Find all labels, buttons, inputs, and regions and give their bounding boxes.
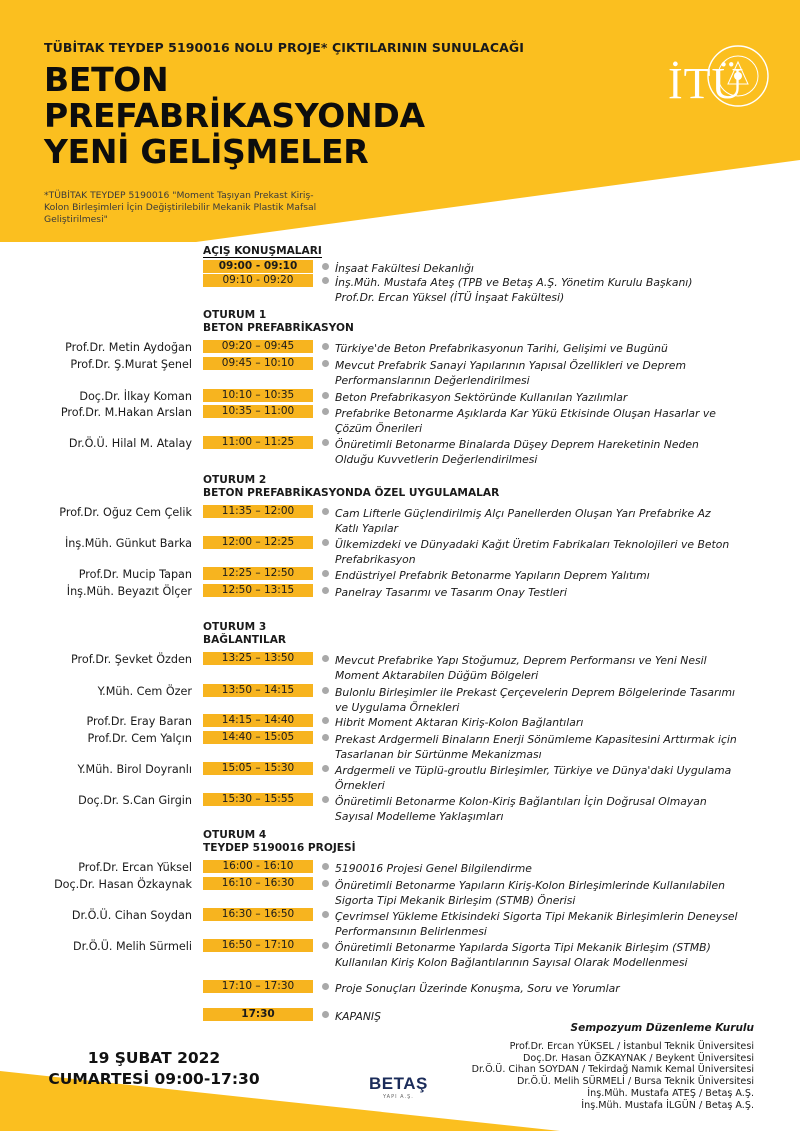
bullet-icon xyxy=(322,796,329,803)
speaker-name: Doç.Dr. Hasan Özkaynak xyxy=(54,878,192,891)
bullet-icon xyxy=(322,408,329,415)
session-label: OTURUM 1 xyxy=(203,309,267,321)
section-title: AÇIŞ KONUŞMALARI xyxy=(203,245,322,257)
speaker-name: Y.Müh. Birol Doyranlı xyxy=(77,763,192,776)
time-slot: 15:30 – 15:55 xyxy=(203,793,313,806)
event-date-time: CUMARTESİ 09:00-17:30 xyxy=(48,1070,260,1088)
time-slot: 13:25 – 13:50 xyxy=(203,652,313,665)
bullet-icon xyxy=(322,539,329,546)
time-slot: 12:50 – 13:15 xyxy=(203,584,313,597)
organizing-committee xyxy=(472,1023,754,1112)
talk-title: Endüstriyel Prefabrik Betonarme Yapıların Deprem Yalıtımı xyxy=(335,569,650,582)
bullet-icon xyxy=(322,439,329,446)
event-date xyxy=(42,1048,266,1090)
talk-title: Türkiye'de Beton Prefabrikasyonun Tarihi, Gelişimi ve Bugünü xyxy=(335,342,668,355)
committee-title: Sempozyum Düzenleme Kurulu xyxy=(570,1022,754,1034)
time-slot: 14:15 – 14:40 xyxy=(203,714,313,727)
talk-title: Önüretimli Betonarme Yapılarda Sigorta Tipi Mekanik Birleşim (STMB) Kullanılan Kiriş Kolon Bağlantılarının Sayısal Olarak Modellenmesi xyxy=(335,941,711,969)
session-label: OTURUM 2 xyxy=(203,474,267,486)
bullet-icon xyxy=(322,360,329,367)
speaker-name: İnş.Müh. Günkut Barka xyxy=(64,537,192,550)
time-slot: 10:10 – 10:35 xyxy=(203,389,313,402)
speaker-name: Prof.Dr. Mucip Tapan xyxy=(78,568,192,581)
speaker-name: İnş.Müh. Beyazıt Ölçer xyxy=(66,585,192,598)
session-label: OTURUM 4 xyxy=(203,829,267,841)
talk-title: 5190016 Projesi Genel Bilgilendirme xyxy=(335,862,532,875)
talk-title: Çevrimsel Yükleme Etkisindeki Sigorta Tipi Mekanik Birleşimlerin Deneysel Performansının Belirlenmesi xyxy=(335,910,738,938)
time-slot: 09:10 - 09:20 xyxy=(203,274,313,287)
bullet-icon xyxy=(322,717,329,724)
time-slot: 15:05 – 15:30 xyxy=(203,762,313,775)
talk-title: Önüretimli Betonarme Yapıların Kiriş-Kolon Birleşimlerinde Kullanılabilen Sigorta Tipi Mekanik Birleşim (STMB) Önerisi xyxy=(335,879,725,907)
section-heading xyxy=(203,621,286,647)
talk-title: Mevcut Prefabrike Yapı Stoğumuz, Deprem Performansı ve Yeni Nesil Moment Aktarabilen Düğüm Bölgeleri xyxy=(335,654,707,682)
header-kicker: TÜBİTAK TEYDEP 5190016 NOLU PROJE* ÇIKTILARININ SUNULACAĞI xyxy=(44,40,524,55)
session-title: BETON PREFABRİKASYONDA ÖZEL UYGULAMALAR xyxy=(203,487,500,499)
speaker-name: Y.Müh. Cem Özer xyxy=(97,685,192,698)
speaker-name: Prof.Dr. Şevket Özden xyxy=(71,653,192,666)
session-title: TEYDEP 5190016 PROJESİ xyxy=(203,842,356,854)
talk-title: Prefabrike Betonarme Aşıklarda Kar Yükü Etkisinde Oluşan Hasarlar ve Çözüm Önerileri xyxy=(335,407,716,435)
event-date-day: 19 ŞUBAT 2022 xyxy=(87,1049,221,1067)
time-slot: 10:35 – 11:00 xyxy=(203,405,313,418)
talk-title: Panelray Tasarımı ve Tasarım Onay Testleri xyxy=(335,586,567,599)
bullet-icon xyxy=(322,508,329,515)
talk-title: Proje Sonuçları Üzerinde Konuşma, Soru ve Yorumlar xyxy=(335,982,620,995)
bullet-icon xyxy=(322,392,329,399)
speaker-name: Dr.Ö.Ü. Melih Sürmeli xyxy=(73,940,192,953)
time-slot: 16:10 – 16:30 xyxy=(203,877,313,890)
time-slot: 16:30 – 16:50 xyxy=(203,908,313,921)
talk-title: Cam Lifterle Güçlendirilmiş Alçı Panellerden Oluşan Yarı Prefabrike Az Katlı Yapılar xyxy=(335,507,711,535)
bullet-icon xyxy=(322,687,329,694)
speaker-name: Prof.Dr. Ş.Murat Şenel xyxy=(70,358,192,371)
sponsor-name: BETAŞ xyxy=(369,1074,428,1093)
bullet-icon xyxy=(322,734,329,741)
speaker-name: Prof.Dr. M.Hakan Arslan xyxy=(60,406,192,419)
talk-title: İnş.Müh. Mustafa Ateş (TPB ve Betaş A.Ş. Yönetim Kurulu Başkanı) Prof.Dr. Ercan Yüksel (İTÜ İnşaat Fakültesi) xyxy=(335,276,693,304)
time-slot: 17:10 – 17:30 xyxy=(203,980,313,993)
itu-logo: İTÜ xyxy=(668,59,745,108)
talk-title: Önüretimli Betonarme Binalarda Düşey Deprem Hareketinin Neden Olduğu Kuvvetlerin Değerlendirilmesi xyxy=(335,438,699,466)
bullet-icon xyxy=(322,277,329,284)
speaker-name: Prof.Dr. Eray Baran xyxy=(86,715,192,728)
bullet-icon xyxy=(322,765,329,772)
talk-title: İnşaat Fakültesi Dekanlığı xyxy=(335,262,474,275)
speaker-name: Prof.Dr. Metin Aydoğan xyxy=(65,341,192,354)
title-line: BETON xyxy=(44,60,169,99)
time-slot: 12:25 – 12:50 xyxy=(203,567,313,580)
bullet-icon xyxy=(322,655,329,662)
talk-title: Beton Prefabrikasyon Sektöründe Kullanılan Yazılımlar xyxy=(335,391,628,404)
bullet-icon xyxy=(322,863,329,870)
sponsor-logo xyxy=(369,1074,428,1100)
time-slot: 11:35 – 12:00 xyxy=(203,505,313,518)
bullet-icon xyxy=(322,1011,329,1018)
bullet-icon xyxy=(322,942,329,949)
session-title: BAĞLANTILAR xyxy=(203,634,287,646)
section-heading xyxy=(203,474,499,500)
talk-title: KAPANIŞ xyxy=(335,1010,381,1023)
speaker-name: Doç.Dr. İlkay Koman xyxy=(79,390,192,403)
speaker-name: Prof.Dr. Oğuz Cem Çelik xyxy=(59,506,192,519)
speaker-name: Prof.Dr. Cem Yalçın xyxy=(87,732,192,745)
bullet-icon xyxy=(322,263,329,270)
time-slot: 16:00 - 16:10 xyxy=(203,860,313,873)
talk-title: Ardgermeli ve Tüplü-groutlu Birleşimler, Türkiye ve Dünya'daki Uygulama Örnekleri xyxy=(335,764,732,792)
bullet-icon xyxy=(322,983,329,990)
committee-member: Dr.Ö.Ü. Cihan SOYDAN / Tekirdağ Namık Kemal Üniversitesi xyxy=(471,1064,754,1076)
time-slot: 14:40 – 15:05 xyxy=(203,731,313,744)
time-slot: 13:50 – 14:15 xyxy=(203,684,313,697)
session-label: OTURUM 3 xyxy=(203,621,267,633)
talk-title: Önüretimli Betonarme Kolon-Kiriş Bağlantıları İçin Doğrusal Olmayan Sayısal Modelleme Yaklaşımları xyxy=(335,795,707,823)
project-footnote: *TÜBİTAK TEYDEP 5190016 "Moment Taşıyan Prekast Kiriş-Kolon Birleşimleri İçin Değiştirilebilir Mekanik Plastik Mafsal Geliştirilmesi" xyxy=(44,190,317,225)
time-slot: 12:00 – 12:25 xyxy=(203,536,313,549)
page-title xyxy=(44,62,425,170)
bullet-icon xyxy=(322,570,329,577)
title-line: PREFABRİKASYONDA xyxy=(44,96,425,135)
talk-title: Bulonlu Birleşimler ile Prekast Çerçevelerin Deprem Bölgelerinde Tasarımı ve Uygulama Örnekleri xyxy=(335,686,736,714)
speaker-name: Prof.Dr. Ercan Yüksel xyxy=(78,861,192,874)
section-heading xyxy=(203,309,354,335)
section-heading xyxy=(203,245,322,258)
committee-member: Dr.Ö.Ü. Melih SÜRMELİ / Bursa Teknik Üniversitesi xyxy=(517,1076,754,1088)
talk-title: Hibrit Moment Aktaran Kiriş-Kolon Bağlantıları xyxy=(335,716,584,729)
title-line: YENİ GELİŞMELER xyxy=(44,132,369,171)
talk-title: Ülkemizdeki ve Dünyadaki Kağıt Üretim Fabrikaları Teknolojileri ve Beton Prefabrikasyon xyxy=(335,538,730,566)
talk-title: Prekast Ardgermeli Binaların Enerji Sönümleme Kapasitesini Arttırmak için Tasarlanan bir Sürtünme Mekanizması xyxy=(335,733,737,761)
time-slot: 17:30 xyxy=(203,1008,313,1021)
sponsor-sub: YAPI A.Ş. xyxy=(383,1094,414,1100)
bullet-icon xyxy=(322,880,329,887)
time-slot: 09:00 - 09:10 xyxy=(203,260,313,273)
time-slot: 09:45 – 10:10 xyxy=(203,357,313,370)
session-title: BETON PREFABRİKASYON xyxy=(203,322,354,334)
committee-member: İnş.Müh. Mustafa İLGÜN / Betaş A.Ş. xyxy=(581,1099,754,1111)
bullet-icon xyxy=(322,911,329,918)
committee-member: İnş.Müh. Mustafa ATEŞ / Betaş A.Ş. xyxy=(587,1087,754,1099)
bullet-icon xyxy=(322,587,329,594)
section-heading xyxy=(203,829,356,855)
time-slot: 09:20 – 09:45 xyxy=(203,340,313,353)
speaker-name: Dr.Ö.Ü. Cihan Soydan xyxy=(71,909,192,922)
time-slot: 16:50 – 17:10 xyxy=(203,939,313,952)
committee-member: Prof.Dr. Ercan YÜKSEL / İstanbul Teknik Üniversitesi xyxy=(509,1040,754,1052)
speaker-name: Doç.Dr. S.Can Girgin xyxy=(78,794,192,807)
bullet-icon xyxy=(322,343,329,350)
speaker-name: Dr.Ö.Ü. Hilal M. Atalay xyxy=(68,437,192,450)
committee-member: Doç.Dr. Hasan ÖZKAYNAK / Beykent Üniversitesi xyxy=(523,1052,754,1064)
talk-title: Mevcut Prefabrik Sanayi Yapılarının Yapısal Özellikleri ve Deprem Performanslarının Değerlendirilmesi xyxy=(335,359,686,387)
time-slot: 11:00 – 11:25 xyxy=(203,436,313,449)
